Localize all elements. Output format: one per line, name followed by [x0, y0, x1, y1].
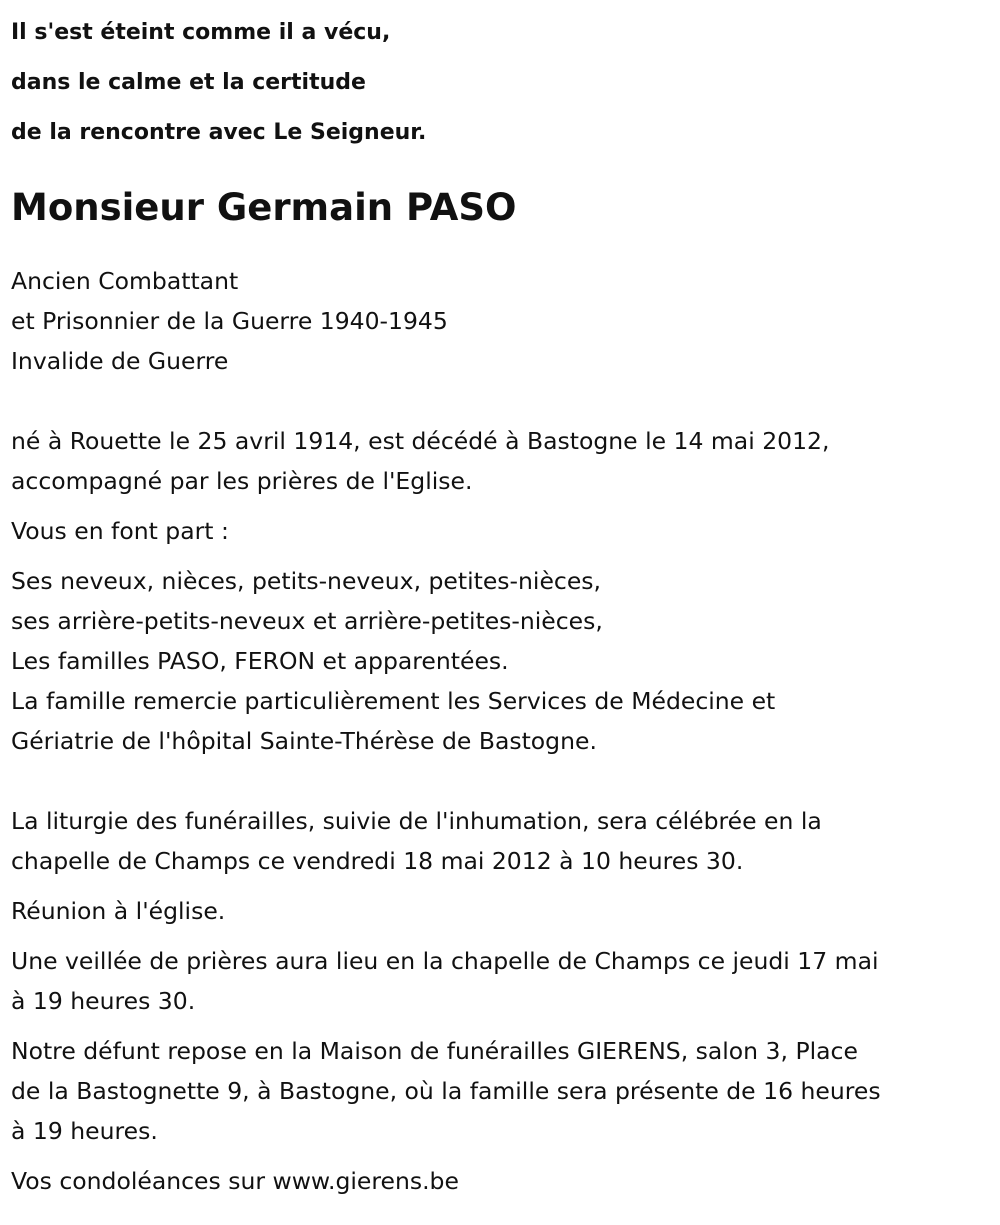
family-line: Gériatrie de l'hôpital Sainte-Thérèse de Bastogne. — [11, 727, 597, 755]
liturgy-line: La liturgie des funérailles, suivie de l'inhumation, sera célébrée en la — [11, 807, 822, 835]
family-list — [11, 561, 991, 761]
vigil-line: Une veillée de prières aura lieu en la chapelle de Champs ce jeudi 17 mai — [11, 947, 879, 975]
family-line: La famille remercie particulièrement les Services de Médecine et — [11, 687, 776, 715]
condolences-info — [11, 1161, 991, 1201]
repose-line: de la Bastognette 9, à Bastogne, où la famille sera présente de 16 heures — [11, 1077, 881, 1105]
repose-info — [11, 1031, 991, 1151]
repose-line: Notre défunt repose en la Maison de funérailles GIERENS, salon 3, Place — [11, 1037, 858, 1065]
liturgy-info — [11, 801, 991, 881]
statement-line: accompagné par les prières de l'Eglise. — [11, 467, 473, 495]
title-line: Invalide de Guerre — [11, 347, 229, 375]
reunion-info — [11, 891, 991, 931]
announcement — [11, 511, 991, 551]
family-line: Ses neveux, nièces, petits-neveux, petites-nièces, — [11, 567, 601, 595]
verse-line: Il s'est éteint comme il a vécu, — [11, 20, 391, 45]
family-line: ses arrière-petits-neveux et arrière-petites-nièces, — [11, 607, 603, 635]
birth-death-statement — [11, 421, 991, 501]
vigil-info — [11, 941, 991, 1021]
deceased-name: Monsieur Germain PASO — [11, 186, 517, 229]
honorary-titles — [11, 261, 991, 381]
repose-line: à 19 heures. — [11, 1117, 158, 1145]
liturgy-line: chapelle de Champs ce vendredi 18 mai 2012 à 10 heures 30. — [11, 847, 744, 875]
statement-line: né à Rouette le 25 avril 1914, est décédé à Bastogne le 14 mai 2012, — [11, 427, 830, 455]
verse-line: de la rencontre avec Le Seigneur. — [11, 120, 427, 145]
verse-line: dans le calme et la certitude — [11, 70, 366, 95]
title-line: et Prisonnier de la Guerre 1940-1945 — [11, 307, 448, 335]
reunion-line: Réunion à l'église. — [11, 897, 226, 925]
title-line: Ancien Combattant — [11, 267, 239, 295]
condolences-line: Vos condoléances sur www.gierens.be — [11, 1167, 459, 1195]
vigil-line: à 19 heures 30. — [11, 987, 196, 1015]
announcement-line: Vous en font part : — [11, 517, 229, 545]
obituary-notice — [11, 0, 991, 1201]
opening-verse — [11, 0, 991, 158]
family-line: Les familles PASO, FERON et apparentées. — [11, 647, 509, 675]
